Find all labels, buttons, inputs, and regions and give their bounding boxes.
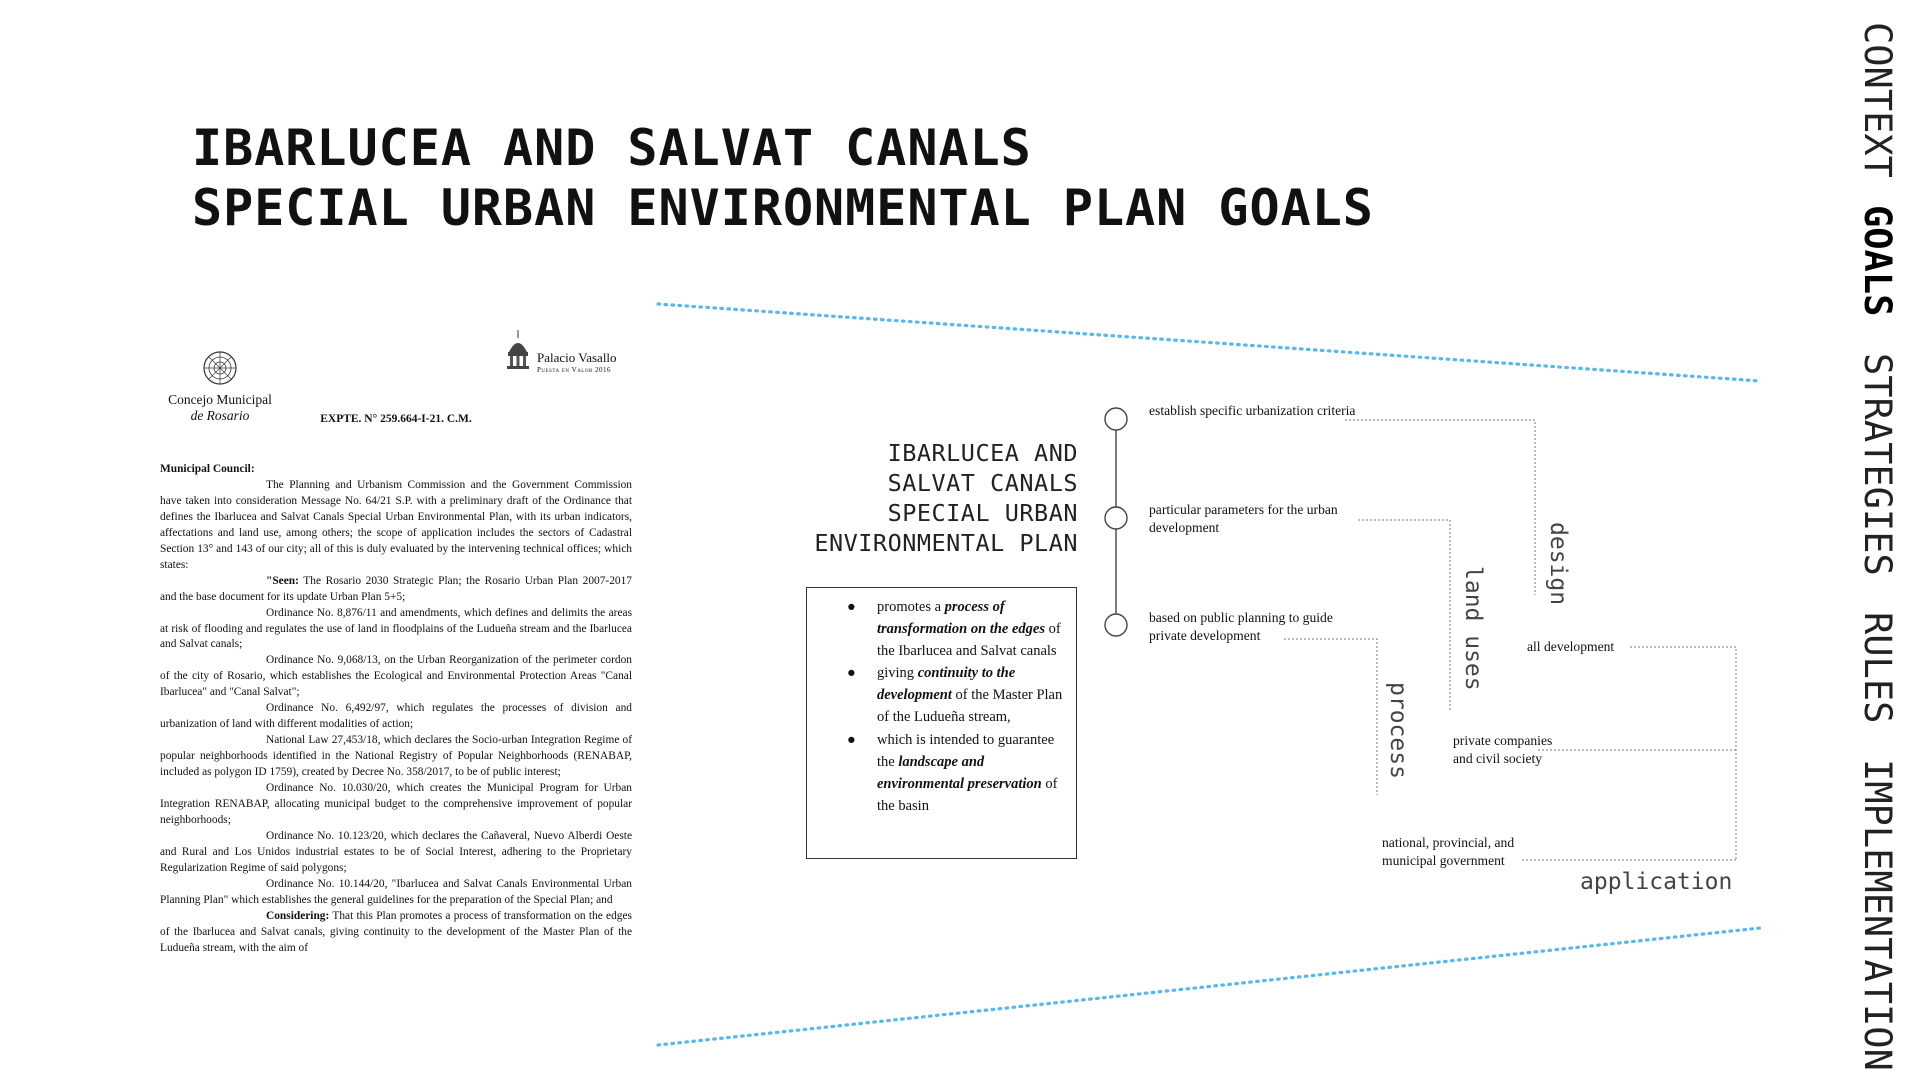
goal-item: ● promotes a process of transformation on the edges of the Ibarlucea and Salvat canals [833, 596, 1064, 662]
goals-list [807, 588, 1076, 817]
goals-box [806, 587, 1077, 859]
considering-label: Considering: [266, 909, 330, 922]
label-land-uses: land uses [1460, 566, 1486, 691]
concejo-name: Concejo Municipal [168, 392, 272, 407]
leader-all-development [1630, 647, 1736, 860]
leader-lines [1284, 420, 1736, 860]
actor-government: national, provincial, and municipal government [1382, 835, 1515, 868]
palacio-subtitle: Puesta en Valor 2016 [537, 366, 612, 374]
concejo-city: de Rosario [190, 408, 250, 423]
document-paragraph: Ordinance No. 10.123/20, which declares the Cañaveral, Nuevo Alberdi Oeste and Rural and Los Unidos industrial estates to be of Social Interest, adhering to the Proprietary Regularization Regime of said polygons; [160, 829, 632, 874]
goal-item: ● which is intended to guarantee the landscape and environmental preservation of the basin [833, 729, 1064, 817]
document-paragraph: Ordinance No. 6,492/97, which regulates the processes of division and urbanization of land with different modalities of action; [160, 702, 632, 731]
title-line-2: SPECIAL URBAN ENVIRONMENTAL PLAN GOALS [192, 179, 1374, 237]
actor-private-companies: private companies and civil society [1453, 733, 1553, 766]
document-paragraph: The Planning and Urbanism Commission and the Government Commission have taken into consideration Message No. 64/21 S.P. with a preliminary draft of the Ordinance that defines the Ibarlucea and Salvat Canals Special Urban Environmental Plan, with its urban indicators, affectations and land use, among others; the scope of application includes the sectors of Cadastral Section 13° and 143 of our city; all of this is duly evaluated by the intervening technical offices; which states: [160, 478, 632, 571]
document-paragraph: Ordinance No. 9,068/13, on the Urban Reorganization of the perimeter cordon of the city of Rosario, which establishes the Ecological and Environmental Protection Areas "Canal Ibarlucea" and "Canal Salvat"; [160, 654, 632, 699]
nav-item-context[interactable]: CONTEXT [1856, 22, 1899, 178]
timeline-node-1 [1105, 408, 1127, 430]
goal-item: ● giving continuity to the development of the Master Plan of the Ludueña stream, [833, 662, 1064, 728]
label-design: design [1545, 522, 1571, 606]
seen-label: "Seen: [266, 574, 299, 587]
leader-process [1284, 639, 1377, 795]
nav-item-rules[interactable]: RULES [1856, 612, 1899, 724]
plan-title-line: IBARLUCEA AND [887, 439, 1078, 467]
title-line-1: IBARLUCEA AND SALVAT CANALS [192, 119, 1032, 177]
expte-number: EXPTE. N° 259.664-I-21. C.M. [320, 413, 472, 425]
timeline-node-3 [1105, 614, 1127, 636]
bullet-icon: ● [847, 599, 856, 615]
document-paragraph: Ordinance No. 8,876/11 and amendments, which defines and delimits the areas at risk of flooding and regulates the use of land in floodplains of the Ludueña stream and the Ibarlucea and Salvat canals; [160, 606, 632, 651]
document-heading: Municipal Council: [160, 463, 255, 475]
timeline-node-2 [1105, 507, 1127, 529]
seen-text: The Rosario 2030 Strategic Plan; the Rosario Urban Plan 2007-2017 and the base document for its update Urban Plan 5+5; [160, 574, 632, 603]
node-label-public-planning: based on public planning to guide private development [1149, 610, 1333, 643]
leader-design [1345, 420, 1535, 595]
palacio-name: Palacio Vasallo [537, 350, 617, 365]
node-label-criteria: establish specific urbanization criteria [1149, 403, 1356, 418]
dotted-accent-bottom [658, 928, 1760, 1045]
nav-item-implementation[interactable]: IMPLEMENTATION [1856, 759, 1899, 1071]
bullet-icon: ● [847, 665, 856, 682]
plan-title-line: SPECIAL URBAN [887, 499, 1078, 527]
actor-all-development: all development [1527, 639, 1615, 654]
label-application: application [1580, 869, 1733, 895]
label-process: process [1385, 682, 1411, 779]
considering-text: That this Plan promotes a process of transformation on the edges of the Ibarlucea and Salvat canals, giving continuity to the development of the Master Plan of the Ludueña stream, with the aim of [160, 909, 632, 954]
plan-title [780, 438, 1078, 558]
node-label-parameters: particular parameters for the urban development [1149, 502, 1338, 535]
plan-title-line: SALVAT CANALS [887, 469, 1078, 497]
nav-item-strategies[interactable]: STRATEGIES [1856, 353, 1899, 576]
plan-title-line: ENVIRONMENTAL PLAN [814, 529, 1078, 557]
document-paragraph: Ordinance No. 10.030/20, which creates the Municipal Program for Urban Integration RENABAP, allocating municipal budget to the comprehensive improvement of popular neighborhoods; [160, 782, 632, 826]
document-paragraph: National Law 27,453/18, which declares the Socio-urban Integration Regime of popular neighborhoods identified in the National Registry of Popular Neighborhoods (RENABAP, included as polygon ID 1759), created by Decree No. 358/2017, to be of public interest; [160, 734, 632, 779]
nav-item-goals[interactable]: GOALS [1856, 205, 1899, 317]
bullet-icon: ● [847, 731, 856, 748]
dotted-accent-top [658, 304, 1760, 381]
document-paragraph: Ordinance No. 10.144/20, "Ibarlucea and Salvat Canals Environmental Urban Planning Plan" which establishes the general guidelines for the preparation of the Special Plan; and [160, 877, 632, 906]
